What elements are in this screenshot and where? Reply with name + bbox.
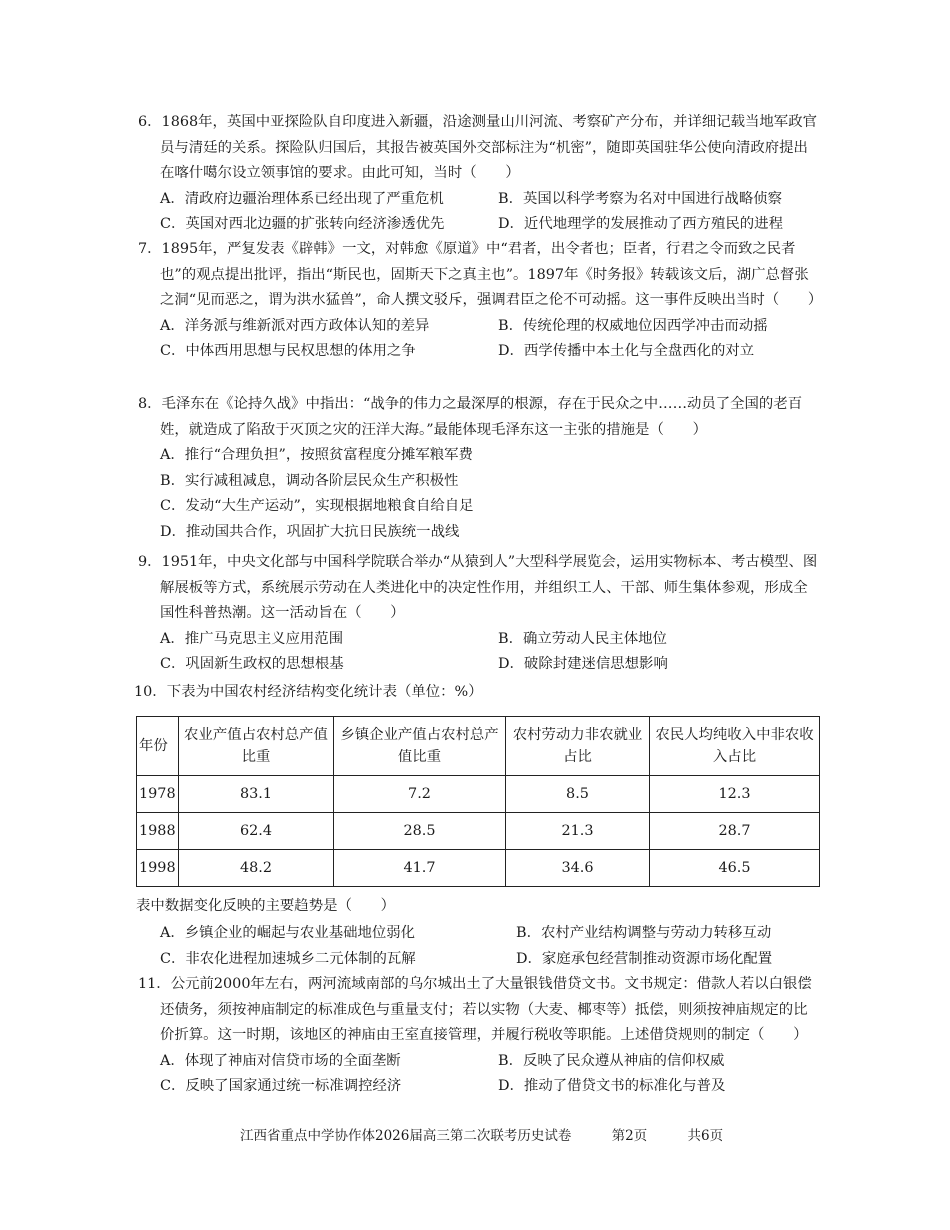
options [138, 1049, 820, 1100]
table-cell: 1978 [137, 776, 179, 813]
option-c[interactable]: C．反映了国家通过统一标准调控经济 [160, 1078, 402, 1094]
option-a[interactable]: A．体现了神庙对信贷市场的全面垄断 [160, 1052, 401, 1069]
question-stem: 11．公元前2000年左右，两河流域南部的乌尔城出土了大量银钱借贷文书。文书规定：借款人若以白银偿还债务，须按神庙制定的标准成色与重量支付；若以实物（大麦、椰枣等）抵偿，则须按神庙规定的比价折算。这一时期，该地区的神庙由王室直接管理，并履行税收等职能。上述借贷规则的制定（ ） [138, 976, 812, 1043]
options [138, 443, 820, 545]
option-c[interactable]: C．非农化进程加速城乡二元体制的瓦解 [160, 951, 416, 967]
statistics-table [136, 716, 820, 887]
option-b[interactable]: B．传统伦理的权威地位因西学冲击而动摇 [498, 317, 768, 334]
table-row [137, 850, 820, 887]
option-c[interactable]: C．巩固新生政权的思想根基 [160, 656, 344, 672]
table-cell: 21.3 [506, 813, 650, 850]
options [138, 627, 820, 678]
option-b[interactable]: B．反映了民众遵从神庙的信仰权威 [498, 1052, 725, 1069]
table-cell: 12.3 [650, 776, 820, 813]
option-b[interactable]: B．农村产业结构调整与劳动力转移互动 [516, 925, 772, 941]
option-a[interactable]: A．洋务派与维新派对西方政体认知的差异 [160, 317, 430, 334]
table-cell: 1988 [137, 813, 179, 850]
table-cell: 62.4 [179, 813, 334, 850]
table-cell: 8.5 [506, 776, 650, 813]
options [138, 314, 820, 365]
question-10-title: 10．下表为中国农村经济结构变化统计表（单位：%） [134, 684, 483, 700]
question-10-options [160, 920, 800, 972]
table-header-row [137, 717, 820, 776]
table-row [137, 776, 820, 813]
question-stem: 7．1895年，严复发表《辟韩》一文，对韩愈《原道》中“君者，出令者也；臣者，行君之令而致之民者也”的观点提出批评，指出“斯民也，固斯天下之真主也”。1897年《时务报》转载该文后，湖广总督张之洞“见而恶之，谓为洪水猛兽”，命人撰文驳斥，强调君臣之伦不可动摇。这一事件反映出当时（ ） [138, 241, 823, 308]
question-6 [138, 110, 820, 238]
page-footer [240, 1124, 840, 1144]
column-header: 农民人均纯收入中非农收入占比 [650, 717, 820, 776]
page-number: 第2页 [611, 1128, 648, 1144]
question-stem: 6．1868年，英国中亚探险队自印度进入新疆，沿途测量山川河流、考察矿产分布，并详细记载当地军政官员与清廷的关系。探险队归国后，其报告被英国外交部标注为“机密”，随即英国驻华公使向清政府提出在喀什噶尔设立领事馆的要求。由此可知，当时（ ） [138, 114, 817, 181]
option-b[interactable]: B．确立劳动人民主体地位 [498, 630, 667, 647]
table-cell: 41.7 [334, 850, 506, 887]
option-d[interactable]: D．推动国共合作，巩固扩大抗日民族统一战线 [160, 523, 460, 540]
page-total: 共6页 [687, 1128, 724, 1144]
option-c[interactable]: C．发动“大生产运动”，实现根据地粮食自给自足 [160, 498, 474, 514]
exam-title: 江西省重点中学协作体2026届高三第二次联考历史试卷 [240, 1128, 572, 1144]
option-d[interactable]: D．西学传播中本土化与全盘西化的对立 [498, 343, 755, 359]
table-cell: 28.7 [650, 813, 820, 850]
question-10-stem: 表中数据变化反映的主要趋势是（ ） [136, 898, 396, 914]
question-8 [138, 392, 820, 545]
table-cell: 46.5 [650, 850, 820, 887]
question-stem: 8．毛泽东在《论持久战》中指出：“战争的伟力之最深厚的根源，存在于民众之中……动员了全国的老百姓，就造成了陷敌于灭顶之灾的汪洋大海。”最能体现毛泽东这一主张的措施是（ ） [138, 396, 803, 438]
table-cell: 7.2 [334, 776, 506, 813]
option-a[interactable]: A．推广马克思主义应用范围 [160, 630, 344, 647]
option-d[interactable]: D．推动了借贷文书的标准化与普及 [498, 1078, 726, 1094]
table-cell: 28.5 [334, 813, 506, 850]
column-header: 年份 [137, 717, 179, 776]
option-b[interactable]: B．实行减租减息，调动各阶层民众生产积极性 [160, 472, 459, 489]
table-cell: 48.2 [179, 850, 334, 887]
table-cell: 34.6 [506, 850, 650, 887]
column-header: 农业产值占农村总产值比重 [179, 717, 334, 776]
question-stem: 9．1951年，中央文化部与中国科学院联合举办“从猿到人”大型科学展览会，运用实物标本、考古模型、图解展板等方式，系统展示劳动在人类进化中的决定性作用，并组织工人、干部、师生集体参观，形成全国性科普热潮。这一活动旨在（ ） [138, 554, 818, 621]
option-a[interactable]: A．清政府边疆治理体系已经出现了严重危机 [160, 190, 444, 207]
option-a[interactable]: A．推行“合理负担”，按照贫富程度分摊军粮军费 [160, 447, 473, 463]
column-header: 乡镇企业产值占农村总产值比重 [334, 717, 506, 776]
option-c[interactable]: C．中体西用思想与民权思想的体用之争 [160, 343, 416, 359]
option-c[interactable]: C．英国对西北边疆的扩张转向经济渗透优先 [160, 216, 445, 232]
question-7 [138, 237, 823, 365]
option-b[interactable]: B．英国以科学考察为名对中国进行战略侦察 [498, 190, 782, 207]
table-row [137, 813, 820, 850]
question-9 [138, 550, 820, 678]
option-d[interactable]: D．家庭承包经营制推动资源市场化配置 [516, 951, 773, 967]
option-d[interactable]: D．破除封建迷信思想影响 [498, 656, 668, 672]
option-a[interactable]: A．乡镇企业的崛起与农业基础地位弱化 [160, 925, 416, 941]
options [138, 187, 820, 238]
table-cell: 1998 [137, 850, 179, 887]
option-d[interactable]: D．近代地理学的发展推动了西方殖民的进程 [498, 216, 783, 232]
column-header: 农村劳动力非农就业占比 [506, 717, 650, 776]
table-cell: 83.1 [179, 776, 334, 813]
question-11 [138, 972, 820, 1100]
